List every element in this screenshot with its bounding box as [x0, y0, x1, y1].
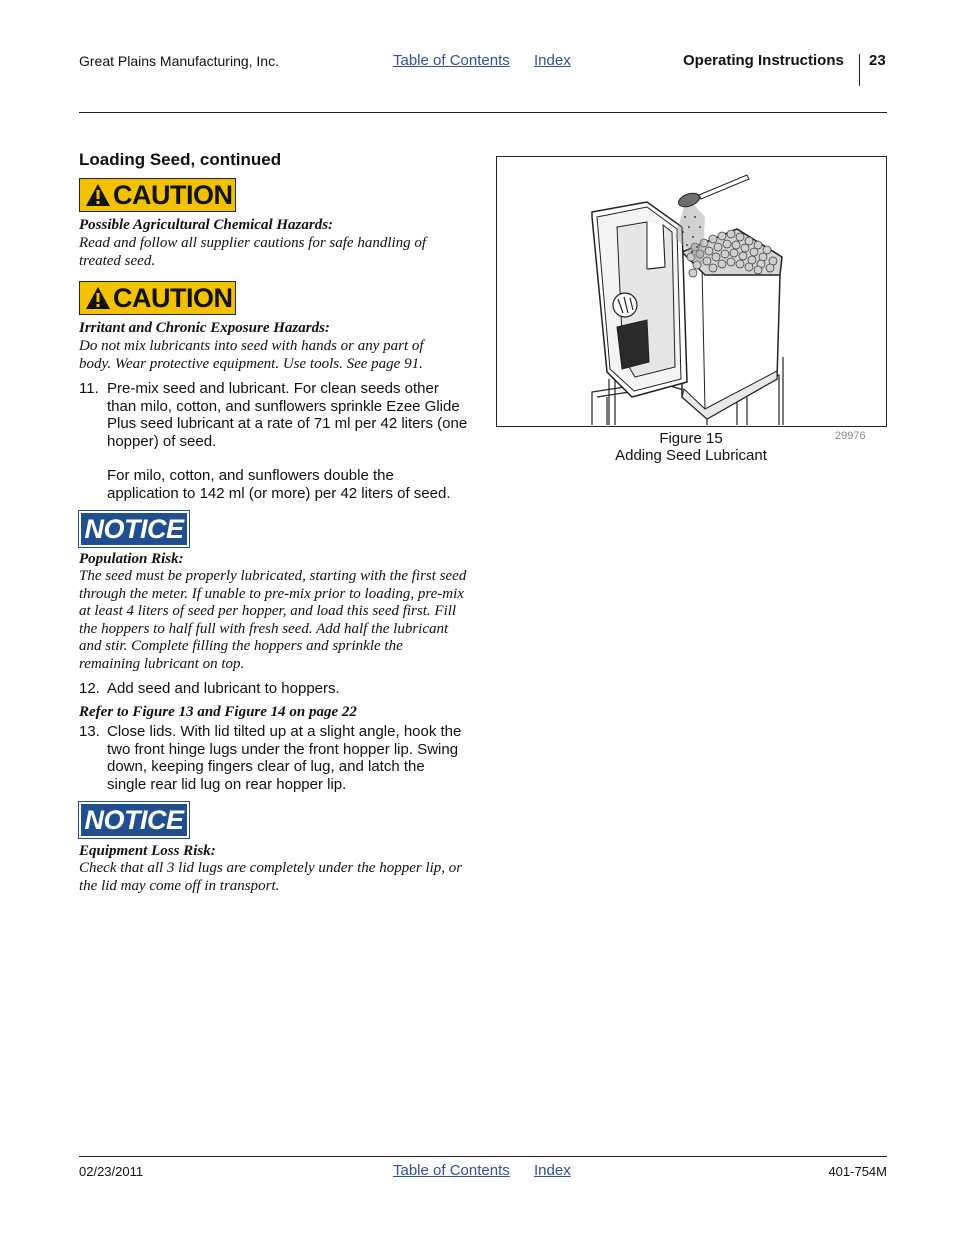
caution-label-text: CAUTION [113, 282, 233, 313]
header-company: Great Plains Manufacturing, Inc. [79, 53, 279, 69]
caution-label-2 [79, 281, 236, 315]
step-text: Close lids. With lid tilted up at a slight angle, hook the two front hinge lugs under the front hopper lip. Swing down, keeping fingers clear of lug, and latch the single rear lid lug on rear hopper lip. [107, 723, 462, 793]
warning-triangle-icon [85, 183, 111, 207]
refer-note: Refer to Figure 13 and Figure 14 on page 22 [79, 704, 357, 720]
header-index-link[interactable]: Index [534, 52, 571, 69]
notice-label-1 [79, 511, 189, 547]
step-text-2: For milo, cotton, and sunflowers double the application to 142 ml (or more) per 42 liters of seed. [107, 467, 451, 502]
seed-hopper-illustration [497, 157, 886, 426]
warning-triangle-icon [85, 286, 111, 310]
figure-caption: Adding Seed Lubricant [615, 447, 767, 464]
page-number: 23 [869, 52, 886, 69]
notice2-heading: Equipment Loss Risk: [79, 843, 216, 859]
notice1-body: The seed must be properly lubricated, starting with the first seed through the meter. If unable to pre-mix prior to loading, pre-mix at least 4 liters of seed per hopper, and load this seed first. Fill the hoppers to half full with fresh seed. Add half the lubricant and stir. Complete filling the hoppers and sprinkle the remaining lubricant on top. [79, 568, 467, 672]
caution1-heading: Possible Agricultural Chemical Hazards: [79, 217, 334, 233]
caution2-body: Do not mix lubricants into seed with hands or any part of body. Wear protective equipment. Use tools. See page 91. [79, 338, 424, 372]
figure-id: 29976 [835, 430, 866, 442]
step-12 [79, 680, 469, 698]
caution-label-text: CAUTION [113, 179, 233, 210]
figure-number: Figure 15 [659, 430, 723, 447]
footer-index-link[interactable]: Index [534, 1162, 571, 1179]
header-toc-link[interactable]: Table of Contents [393, 52, 510, 69]
header-section: Operating Instructions [683, 52, 844, 69]
footer-doc-number: 401-754M [828, 1164, 887, 1179]
figure-frame [496, 156, 887, 427]
notice-label-text: NOTICE [84, 513, 184, 544]
notice1-heading: Population Risk: [79, 551, 184, 567]
notice-label-2 [79, 802, 189, 838]
step-13 [79, 723, 469, 793]
step-number: 12. [79, 680, 100, 697]
caution2-heading: Irritant and Chronic Exposure Hazards: [79, 320, 330, 336]
caution-label-1 [79, 178, 236, 212]
notice2-body: Check that all 3 lid lugs are completely under the hopper lip, or the lid may come off in transport. [79, 860, 463, 894]
footer-toc-link[interactable]: Table of Contents [393, 1162, 510, 1179]
notice-label-text: NOTICE [84, 804, 184, 835]
caution1-body: Read and follow all supplier cautions for safe handling of treated seed. [79, 235, 427, 269]
step-text: Pre-mix seed and lubricant. For clean seeds other than milo, cotton, and sunflowers sprinkle Ezee Glide Plus seed lubricant at a rate of 71 ml per 42 liters (one hopper) of seed. [107, 380, 468, 450]
step-number: 11. [79, 380, 99, 397]
step-number: 13. [79, 723, 100, 740]
footer-date: 02/23/2011 [79, 1164, 144, 1179]
step-11 [79, 380, 469, 502]
header-rule [79, 112, 887, 113]
footer-rule [79, 1156, 887, 1157]
section-title: Loading Seed, continued [79, 150, 282, 169]
step-text: Add seed and lubricant to hoppers. [107, 680, 340, 697]
header-divider [859, 54, 860, 86]
